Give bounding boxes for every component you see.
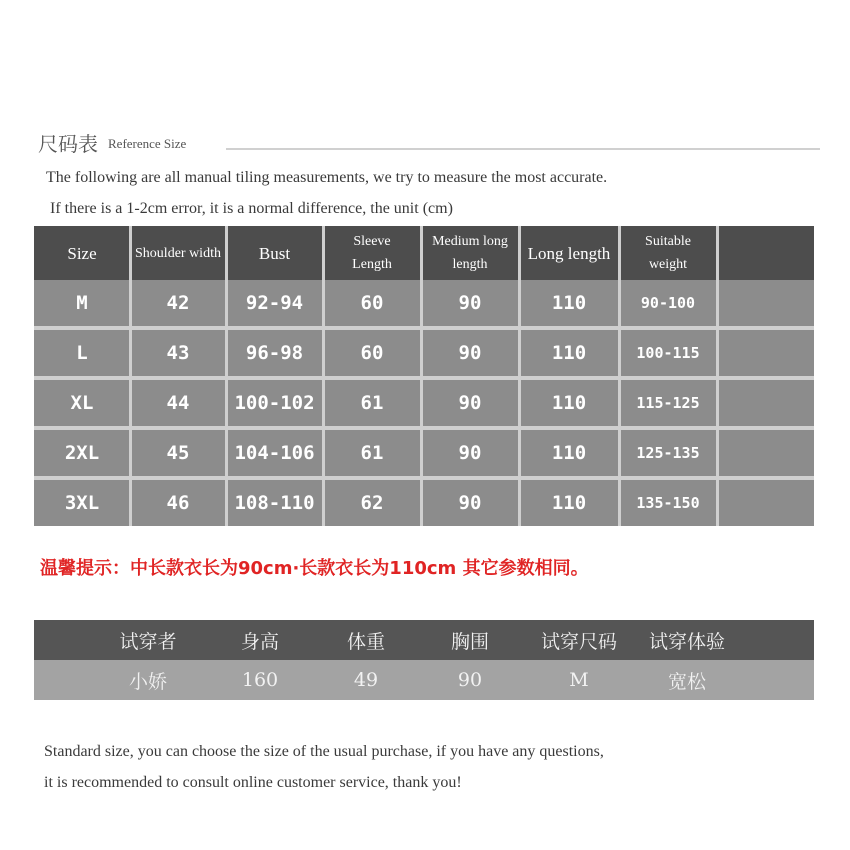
bust-cell: 100-102 (234, 392, 315, 414)
title-chinese: 尺码表 (38, 132, 98, 156)
long-length-cell: 110 (551, 442, 587, 464)
table-row (34, 430, 814, 476)
table-row (34, 660, 814, 700)
fit-weight-cell: 49 (353, 669, 379, 691)
column-divider (129, 226, 132, 526)
footer-note-2: it is recommended to consult online customer service, thank you! (44, 774, 462, 791)
column-divider (225, 226, 228, 526)
bust-cell: 104-106 (234, 442, 315, 464)
header-long-length: Long length (527, 243, 611, 263)
table-row (34, 480, 814, 526)
size-cell: 2XL (64, 442, 100, 464)
bust-cell: 92-94 (245, 292, 304, 314)
sleeve-cell: 60 (360, 342, 384, 364)
fit-header-wearer: 试穿者 (119, 630, 177, 653)
sleeve-cell: 62 (360, 492, 384, 514)
size-cell: XL (70, 392, 94, 414)
medium-length-cell: 90 (458, 492, 482, 514)
header-sleeve-length: Sleeve Length (352, 234, 392, 272)
fit-header-height: 身高 (240, 630, 279, 653)
size-table-header (34, 226, 814, 280)
medium-length-cell: 90 (458, 292, 482, 314)
warm-tip: 温馨提示：中长款衣长为90cm·长款衣长为110cm 其它参数相同。 (40, 558, 589, 579)
header-medium-long-length: Medium long length (432, 234, 508, 272)
fit-header-size: 试穿尺码 (540, 630, 617, 653)
medium-length-cell: 90 (458, 442, 482, 464)
size-cell: M (76, 292, 88, 314)
fit-experience-cell: 宽松 (667, 670, 706, 693)
long-length-cell: 110 (551, 342, 587, 364)
header-shoulder-width: Shoulder width (135, 245, 221, 261)
fit-header-bust: 胸围 (450, 630, 489, 653)
size-table (34, 226, 814, 526)
bust-cell: 108-110 (234, 492, 315, 514)
weight-cell: 135-150 (636, 494, 700, 512)
weight-cell: 125-135 (636, 444, 700, 462)
column-divider (618, 226, 621, 526)
weight-cell: 100-115 (636, 344, 700, 362)
column-divider (420, 226, 423, 526)
shoulder-cell: 42 (166, 292, 190, 314)
medium-length-cell: 90 (458, 392, 482, 414)
footer-note-1: Standard size, you can choose the size of the usual purchase, if you have any questions, (44, 743, 604, 760)
table-row (34, 280, 814, 326)
column-divider (716, 226, 719, 526)
sleeve-cell: 61 (360, 392, 384, 414)
fit-height-cell: 160 (241, 669, 279, 691)
sleeve-cell: 61 (360, 442, 384, 464)
sleeve-cell: 60 (360, 292, 384, 314)
error-note: If there is a 1-2cm error, it is a normal difference, the unit (cm) (50, 200, 453, 217)
shoulder-cell: 43 (166, 342, 190, 364)
header-suitable-weight: Suitable weight (645, 234, 691, 272)
long-length-cell: 110 (551, 492, 587, 514)
medium-length-cell: 90 (458, 342, 482, 364)
long-length-cell: 110 (551, 392, 587, 414)
column-divider (518, 226, 521, 526)
weight-cell: 90-100 (640, 294, 696, 312)
header-bust: Bust (258, 243, 291, 263)
header-size: Size (67, 243, 97, 263)
title-divider (226, 148, 820, 150)
shoulder-cell: 44 (166, 392, 190, 414)
fit-wearer-cell: 小娇 (128, 670, 167, 693)
size-chart-title (38, 128, 820, 158)
fit-header-weight: 体重 (346, 630, 385, 653)
fit-size-cell: M (569, 669, 589, 691)
size-cell: 3XL (64, 492, 100, 514)
title-english: Reference Size (108, 136, 187, 151)
shoulder-cell: 45 (166, 442, 190, 464)
size-cell: L (76, 342, 88, 364)
fitting-table-header (34, 620, 814, 660)
bust-cell: 96-98 (245, 342, 304, 364)
long-length-cell: 110 (551, 292, 587, 314)
fit-bust-cell: 90 (457, 669, 483, 691)
shoulder-cell: 46 (166, 492, 190, 514)
column-divider (322, 226, 325, 526)
weight-cell: 115-125 (636, 394, 700, 412)
measurement-note: The following are all manual tiling measurements, we try to measure the most accurate. (46, 169, 608, 186)
table-row (34, 380, 814, 426)
table-row (34, 330, 814, 376)
fitting-table (34, 620, 814, 700)
fit-header-experience: 试穿体验 (648, 630, 725, 653)
